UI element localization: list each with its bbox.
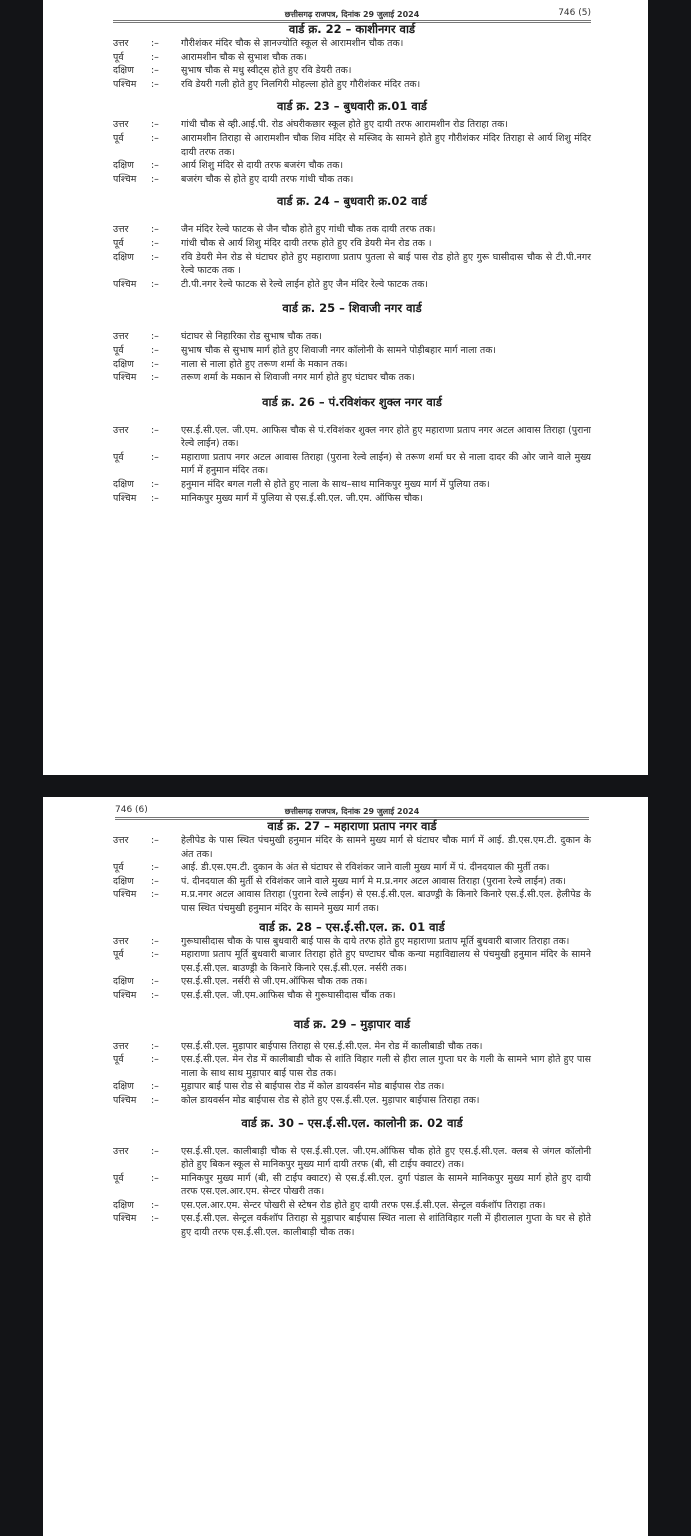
boundary-description: गांधी चौक से व्ही.आई.पी. रोड अंघरीकछार स्कूल होते हुए दायी तरफ आरामशीन रोड तिराहा तक।: [181, 119, 508, 131]
boundary-direction: पश्चिम: [113, 78, 137, 90]
boundary-description: महाराणा प्रताप नगर अटल आवास तिराहा (पुराना रेल्वे लाईन) से तरूण शर्मा घर से नाला दादर की ओर जाने वाले मुख्य मार्ग में हनुमान मंदिर तक।: [181, 451, 591, 477]
ward-section: [113, 99, 591, 194]
ward-list: [113, 819, 591, 1240]
boundary-description: एस.एल.आर.एम. सेन्टर पोखरी से स्टेषन रोड होते हुए दायी तरफ एस.ई.सी.एल. सेन्ट्रल वर्कशॉप तिराहा तक।: [181, 1199, 546, 1211]
boundary-row: [113, 371, 591, 385]
boundary-separator: :–: [151, 1040, 159, 1052]
boundary-description: आर्य शिशु मंदिर से दायी तरफ बजरंग चौक तक।: [181, 160, 344, 172]
boundary-description: हेलीपेड के पास स्थित पंचमुखी हनुमान मंदिर के सामने मुख्य मार्ग से घंटाघर चौक मार्ग में आई. डी.एस.एम.टी. दुकान के अंत तक।: [181, 835, 591, 860]
boundary-separator: :–: [151, 237, 159, 249]
boundary-separator: :–: [151, 1172, 159, 1184]
boundary-row: [113, 935, 591, 949]
spacer: [113, 209, 591, 223]
gazette-page-746-6: [43, 797, 648, 1536]
boundary-separator: :–: [151, 949, 159, 961]
boundary-separator: :–: [151, 173, 159, 185]
ward-title: वार्ड क्र. 28 – एस.ई.सी.एल. क्र. 01 वार्ड: [259, 919, 445, 934]
boundary-separator: :–: [151, 1054, 159, 1066]
boundary-description: महाराणा प्रताप मूर्ति बुधवारी बाजार तिराहा होते हुए घण्टाघर चौक कन्या महाविद्यालय से पंचमुखी हनुमान मंदिर के सामने एस.ई.सी.एल. बाउण्ड्री के किनारे किनारे एस.ई.सी.एल. नर्सरी तक।: [181, 949, 591, 974]
boundary-direction: पूर्व: [113, 344, 124, 356]
boundary-separator: :–: [151, 424, 159, 436]
boundary-description: रवि डेयरी मेन रोड से घंटाघर होते हुए महाराणा प्रताप पुतला से बाई पास रोड होते हुए गुरू घासीदास चौक से टी.पी.नगर रेल्वे फाटक तक ।: [181, 251, 591, 277]
boundary-separator: :–: [151, 51, 159, 63]
boundary-row: [113, 834, 591, 861]
boundary-separator: :–: [151, 1094, 159, 1106]
boundary-row: [113, 358, 591, 372]
spacer: [113, 1108, 591, 1116]
boundary-direction: उत्तर: [113, 1040, 129, 1052]
boundary-separator: :–: [151, 451, 159, 463]
boundary-separator: :–: [151, 889, 159, 901]
boundary-direction: पूर्व: [113, 1172, 124, 1184]
boundary-row: [113, 223, 591, 237]
boundary-direction: दक्षिण: [113, 1081, 134, 1093]
spacer: [113, 410, 591, 424]
boundary-direction: उत्तर: [113, 38, 129, 49]
boundary-description: तरूण शर्मा के मकान से शिवाजी नगर मार्ग होते हुए घंटाघर चौक तक।: [181, 372, 415, 384]
spacer: [113, 91, 591, 99]
boundary-row: [113, 37, 591, 51]
gazette-header-title: छत्तीसगढ़ राजपत्र, दिनांक 29 जुलाई 2024: [284, 807, 420, 816]
page-number: 746 (6): [115, 805, 148, 815]
boundary-separator: :–: [151, 1199, 159, 1211]
ward-title: वार्ड क्र. 25 – शिवाजी नगर वार्ड: [282, 301, 422, 316]
boundary-direction: दक्षिण: [113, 160, 134, 172]
boundary-description: एस.ई.सी.एल. कालीबाड़ी चौक से एस.ई.सी.एल. जी.एम.ऑफिस चौक होते हुए एस.ई.सी.एल. क्लब से जंगल कॉलोनी होते हुए बिकन स्कूल से मानिकपुर मुख्य मार्ग दायी तरफ (बी, सी टाईप क्वाटर) तक।: [181, 1145, 591, 1171]
ward-title: वार्ड क्र. 27 – महाराणा प्रताप नगर वार्ड: [267, 819, 437, 833]
boundary-separator: :–: [151, 38, 159, 49]
boundary-row: [113, 1199, 591, 1213]
gazette-page-746-5: [43, 0, 648, 775]
boundary-separator: :–: [151, 278, 159, 290]
boundary-row: [113, 1094, 591, 1108]
spacer: [113, 291, 591, 301]
ward-section: [113, 819, 591, 920]
boundary-description: आरामशीन चौक से सुभाश चौक तक।: [181, 51, 307, 63]
boundary-direction: दक्षिण: [113, 358, 134, 370]
boundary-row: [113, 344, 591, 358]
ward-title: वार्ड क्र. 22 – काशीनगर वार्ड: [288, 22, 416, 36]
boundary-separator: :–: [151, 372, 159, 384]
boundary-row: [113, 132, 591, 159]
boundary-row: [113, 424, 591, 451]
boundary-separator: :–: [151, 160, 159, 172]
ward-title: वार्ड क्र. 26 – पं.रविशंकर शुक्ल नगर वार्ड: [262, 394, 442, 409]
boundary-description: मानिकपुर मुख्य मार्ग (बी, सी टाईप क्वाटर) से एस.ई.सी.एल. दुर्गा पंडाल के सामने मानिकपुर मुख्य मार्ग होते हुए दायी तरफ एस.एल.आर.एम. सेन्टर पोखरी तक।: [181, 1172, 591, 1198]
boundary-separator: :–: [151, 331, 159, 343]
boundary-row: [113, 159, 591, 173]
boundary-separator: :–: [151, 479, 159, 491]
boundary-row: [113, 888, 591, 915]
boundary-direction: उत्तर: [113, 119, 129, 131]
boundary-direction: पश्चिम: [113, 173, 137, 185]
boundary-direction: दक्षिण: [113, 479, 134, 491]
boundary-direction: पूर्व: [113, 451, 124, 463]
boundary-separator: :–: [151, 976, 159, 988]
boundary-row: [113, 330, 591, 344]
boundary-separator: :–: [151, 358, 159, 370]
spacer: [113, 1131, 591, 1145]
boundary-separator: :–: [151, 344, 159, 356]
boundary-row: [113, 173, 591, 187]
ward-section: [113, 1116, 591, 1240]
gazette-header-title: छत्तीसगढ़ राजपत्र, दिनांक 29 जुलाई 2024: [284, 10, 420, 19]
boundary-separator: :–: [151, 989, 159, 1001]
boundary-row: [113, 478, 591, 492]
ward-section: [113, 920, 591, 1017]
boundary-direction: दक्षिण: [113, 976, 134, 988]
boundary-direction: पूर्व: [113, 862, 124, 874]
spacer: [113, 1003, 591, 1017]
boundary-direction: पश्चिम: [113, 989, 137, 1001]
boundary-direction: उत्तर: [113, 835, 129, 846]
boundary-row: [113, 78, 591, 92]
boundary-direction: पूर्व: [113, 132, 124, 144]
boundary-direction: उत्तर: [113, 935, 129, 947]
page-content: [113, 0, 591, 505]
boundary-description: म.प्र.नगर अटल आवास तिराहा (पुराना रेल्वे लाईन) से एस.ई.सी.एल. बाउण्ड्री के किनारे किनारे एस.ई.सी.एल. हेलीपेड के पास स्थित पंचमुखी हनुमान मंदिर के सामने मुख्य मार्ग तक।: [181, 889, 591, 914]
boundary-separator: :–: [151, 251, 159, 263]
page-content: [113, 797, 591, 1240]
boundary-description: पं. दीनदयाल की मुर्ती से रविशंकर जाने वाले मुख्य मार्ग मे म.प्र.नगर अटल आवास तिराहा (पुराना रेल्वे लाईन) तक।: [181, 875, 566, 887]
boundary-direction: उत्तर: [113, 331, 129, 343]
boundary-description: हनुमान मंदिर बगल गली से होते हुए नाला के साथ–साथ मानिकपुर मुख्य मार्ग में पुलिया तक।: [181, 479, 490, 491]
boundary-separator: :–: [151, 935, 159, 947]
ward-section: [113, 1017, 591, 1116]
boundary-description: कोल डायवर्सन मोड बाईपास रोड से होते हुए एस.ई.सी.एल. मुड़ापार बाईपास तिराहा तक।: [181, 1094, 480, 1106]
ward-section: [113, 301, 591, 394]
ward-title: वार्ड क्र. 24 – बुधवारी क्र.02 वार्ड: [277, 194, 427, 209]
boundary-description: जैन मंदिर रेल्वे फाटक से जैन चौक होते हुए गांधी चौक तक दायी तरफ तक।: [181, 224, 436, 236]
boundary-description: बजरंग चौक से होते हुए दायी तरफ गांधी चौक तक।: [181, 173, 354, 185]
boundary-direction: उत्तर: [113, 1145, 129, 1157]
boundary-direction: पश्चिम: [113, 492, 137, 504]
boundary-direction: पूर्व: [113, 1054, 124, 1066]
boundary-separator: :–: [151, 835, 159, 846]
page-header: [113, 797, 591, 815]
boundary-row: [113, 1145, 591, 1172]
page-number: 746 (5): [558, 8, 591, 18]
boundary-direction: पश्चिम: [113, 372, 137, 384]
boundary-description: रवि डेयरी गली होते हुए निलगिरी मोहल्ला होते हुए गौरीशंकर मंदिर तक।: [181, 78, 421, 90]
ward-title: वार्ड क्र. 23 – बुधवारी क्र.01 वार्ड: [277, 99, 427, 114]
boundary-direction: दक्षिण: [113, 251, 134, 263]
boundary-description: गुरूघासीदास चौक के पास बुधवारी बाई पास के दाये तरफ होते हुए महाराणा प्रताप मूर्ति बुधवारी बाजार तिराहा तक।: [181, 935, 570, 947]
boundary-separator: :–: [151, 1213, 159, 1225]
boundary-description: सुभाष चौक से मधु स्वीट्स होते हुए रवि डेयरी तक।: [181, 65, 352, 77]
boundary-row: [113, 1053, 591, 1080]
boundary-description: एस.ई.सी.एल. मेन रोड में कालीबाडी चौक से शांति विहार गली से हीरा लाल गुप्ता घर के गली के सामने भाग होते हुए पास नाला के साथ साथ मुड़ापार बाई पास रोड तक।: [181, 1054, 591, 1079]
boundary-direction: उत्तर: [113, 424, 129, 436]
boundary-direction: पश्चिम: [113, 889, 137, 901]
boundary-row: [113, 989, 591, 1003]
spacer: [113, 1032, 591, 1040]
boundary-direction: दक्षिण: [113, 875, 134, 887]
boundary-direction: पश्चिम: [113, 1213, 137, 1225]
boundary-separator: :–: [151, 1145, 159, 1157]
boundary-row: [113, 64, 591, 78]
boundary-row: [113, 237, 591, 251]
boundary-direction: पश्चिम: [113, 1094, 137, 1106]
boundary-description: एस.ई.सी.एल. नर्सरी से जी.एम.ऑफिस चौक तक तक।: [181, 976, 368, 988]
spacer: [113, 316, 591, 330]
spacer: [113, 385, 591, 395]
boundary-description: एस.ई.सी.एल. मुड़ापार बाईपास तिराहा से एस.ई.सी.एल. मेन रोड में कालीबाडी चौक तक।: [181, 1040, 483, 1052]
boundary-separator: :–: [151, 132, 159, 144]
boundary-separator: :–: [151, 1081, 159, 1093]
boundary-row: [113, 492, 591, 506]
ward-title: वार्ड क्र. 29 – मुड़ापार वार्ड: [293, 1016, 411, 1031]
boundary-row: [113, 1172, 591, 1199]
boundary-direction: पूर्व: [113, 51, 124, 63]
boundary-row: [113, 1040, 591, 1054]
boundary-row: [113, 975, 591, 989]
ward-section: [113, 194, 591, 301]
boundary-row: [113, 451, 591, 478]
boundary-row: [113, 1080, 591, 1094]
boundary-row: [113, 278, 591, 292]
boundary-row: [113, 251, 591, 278]
boundary-direction: पश्चिम: [113, 278, 137, 290]
boundary-separator: :–: [151, 65, 159, 77]
boundary-direction: दक्षिण: [113, 1199, 134, 1211]
boundary-description: आरामशीन तिराहा से आरामशीन चौक शिव मंदिर से मस्जिद के सामने होते हुए गौरीशंकर मंदिर तिराहा से आर्य शिशु मंदिर दायी तरफ तक।: [181, 132, 591, 158]
boundary-description: घंटाघर से निहारिका रोड सुभाष चौक तक।: [181, 331, 322, 343]
boundary-description: गांधी चौक से आर्य शिशु मंदिर दायी तरफ होते हुए रवि डेयरी मेन रोड तक ।: [181, 237, 432, 249]
boundary-description: मुड़ापार बाई पास रोड से बाईपास रोड में कोल डायवर्सन मोड बाईपास रोड तक।: [181, 1081, 445, 1093]
boundary-direction: पूर्व: [113, 949, 124, 961]
boundary-description: मानिकपुर मुख्य मार्ग में पुलिया से एस.ई.सी.एल. जी.एम. ऑफिस चौक।: [181, 492, 423, 504]
boundary-row: [113, 1212, 591, 1239]
ward-section: [113, 22, 591, 99]
boundary-description: एस.ई.सी.एल. जी.एम. आफिस चौक से पं.रविशंकर शुक्ल नगर होते हुए महाराणा प्रताप नगर अटल आवास तिराहा (पुराना रेल्वे लाईन) तक।: [181, 424, 591, 450]
ward-title: वार्ड क्र. 30 – एस.ई.सी.एल. कालोनी क्र. 02 वार्ड: [241, 1115, 463, 1130]
boundary-separator: :–: [151, 78, 159, 90]
boundary-row: [113, 861, 591, 875]
boundary-description: एस.ई.सी.एल. सेन्ट्रल वर्कशॉप तिराहा से मुड़ापार बाईपास स्थित नाला से शांतिविहार गली में हीरालाल गुप्ता के घर से होते हुए दायी तरफ एस.ई.सी.एल. कालीबाड़ी चौक तक।: [181, 1213, 591, 1239]
boundary-description: गौरीशंकर मंदिर चौक से ज्ञानज्योति स्कूल से आरामशीन चौक तक।: [181, 38, 404, 49]
boundary-separator: :–: [151, 224, 159, 236]
boundary-separator: :–: [151, 492, 159, 504]
spacer: [113, 186, 591, 194]
boundary-separator: :–: [151, 119, 159, 131]
page-header: [113, 0, 591, 18]
boundary-row: [113, 51, 591, 65]
boundary-separator: :–: [151, 875, 159, 887]
boundary-description: नाला से नाला होते हुए तरूण शर्मा के मकान तक।: [181, 358, 348, 370]
boundary-separator: :–: [151, 862, 159, 874]
boundary-direction: दक्षिण: [113, 65, 134, 77]
boundary-description: आई. डी.एस.एम.टी. दुकान के अंत से घंटाघर से रविशंकर जाने वाली मुख्य मार्ग में पं. दीनदयाल की मुर्ती तक।: [181, 862, 550, 874]
boundary-description: टी.पी.नगर रेल्वे फाटक से रेल्वे लाईन होते हुए जैन मंदिर रेल्वे फाटक तक।: [181, 278, 428, 290]
boundary-direction: उत्तर: [113, 224, 129, 236]
boundary-direction: पूर्व: [113, 237, 124, 249]
boundary-row: [113, 875, 591, 889]
boundary-row: [113, 118, 591, 132]
boundary-row: [113, 948, 591, 975]
boundary-description: सुभाष चौक से सुभाष मार्ग होते हुए शिवाजी नगर कॉलोनी के सामने पोड़ीबहार मार्ग नाला तक।: [181, 344, 496, 356]
ward-list: [113, 22, 591, 505]
ward-section: [113, 395, 591, 506]
boundary-description: एस.ई.सी.एल. जी.एम.आफिस चौक से गुरूघासीदास चौंक तक।: [181, 989, 396, 1001]
